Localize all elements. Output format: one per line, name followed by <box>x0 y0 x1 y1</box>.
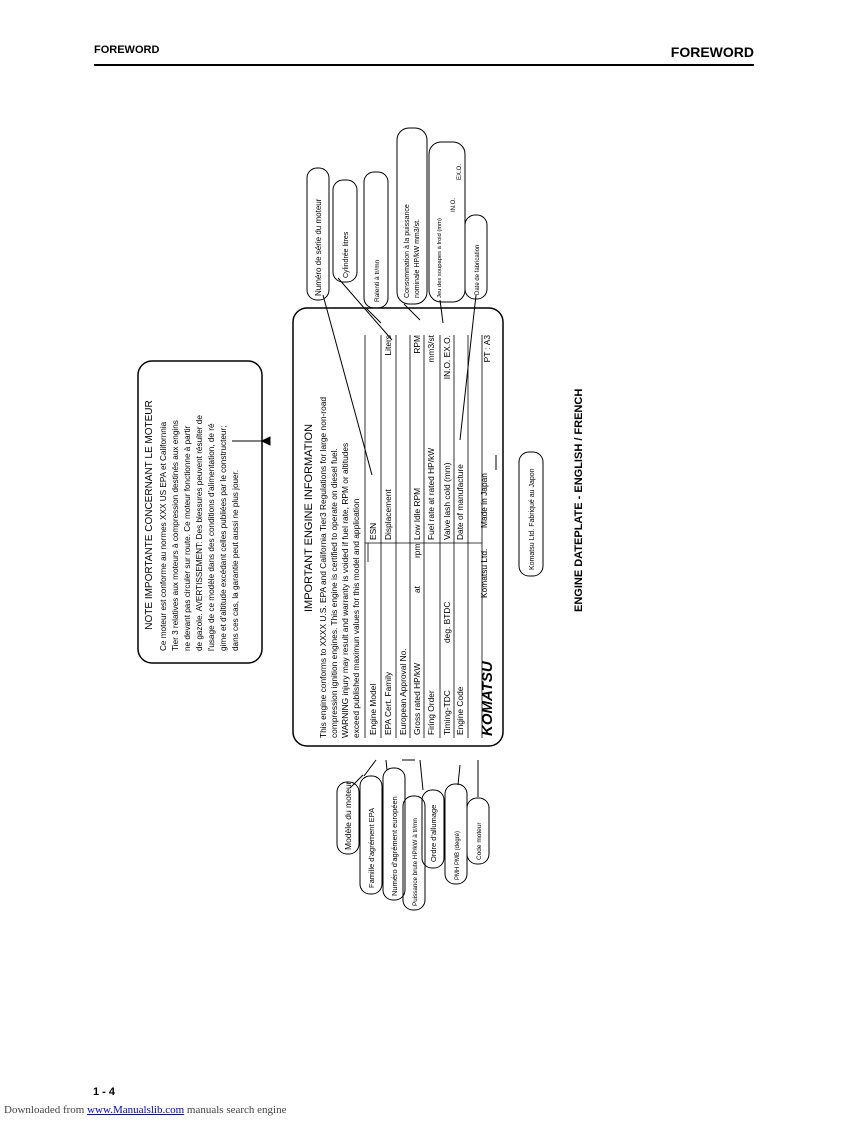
svg-text:Ordre d'allumage: Ordre d'allumage <box>429 804 438 862</box>
field-date-manufacture: Date of manufacture <box>455 464 465 540</box>
page-number: 1 - 4 <box>93 1086 116 1098</box>
field-european-approval: European Approval No. <box>398 648 408 735</box>
svg-text:Jeu des soupapes à froid (mm): Jeu des soupapes à froid (mm) <box>437 218 443 298</box>
field-gross-rated: Gross rated HP/kW <box>412 662 422 735</box>
callout-serie <box>307 168 329 300</box>
svg-text:Modèle du moteur: Modèle du moteur <box>343 781 353 850</box>
download-notice <box>4 1104 286 1116</box>
french-note-line-2: Tier 3 relatives aux moteurs à compression destinés aux engins <box>171 420 180 651</box>
plate-made-in: Made in Japan <box>479 473 489 528</box>
callout-consommation <box>397 128 427 304</box>
svg-text:IN.O.: IN.O. <box>451 197 457 212</box>
svg-text:Ralenti à tr/: Ralenti à tr/mn <box>374 259 381 302</box>
field-gross-rpm: rpm <box>412 543 422 558</box>
top-callouts <box>307 128 487 308</box>
field-fuel-rate: Fuel rate at rated HP/kW <box>426 447 436 540</box>
plate-company: Komatsu Ltd. <box>479 548 489 598</box>
field-timing: Timing-TDC <box>442 690 452 735</box>
french-note-line-0: NOTE IMPORTANTE CONCERNANT LE MOTEUR <box>144 400 155 630</box>
field-engine-model: Engine Model <box>368 683 378 735</box>
svg-text:Numéro d'agrément européen: Numéro d'agrément européen <box>390 796 399 896</box>
callout-modele <box>337 781 359 854</box>
field-esn: ESN <box>368 522 378 540</box>
svg-text:Date de fabrication: Date de fabrication <box>475 244 481 295</box>
header-left: FOREWORD <box>94 44 160 56</box>
callout-code <box>467 798 489 864</box>
french-note-line-1: Ce moteur est conforme au normes XXX US EPA et Californnia <box>159 421 168 651</box>
field-epa-family: EPA Cert. Family <box>383 671 393 735</box>
plate-text-2: WARNING injury may result and warranty is voided if fuel rate, RPM or altitudes <box>340 442 350 738</box>
plate-part: PT : A3 <box>482 335 492 363</box>
french-note-line-7: dans ces cas, la garantie peut aussi ne plus jouer. <box>231 469 240 651</box>
bottom-callouts <box>337 768 489 910</box>
engine-plate <box>293 308 503 746</box>
svg-text:Consommation à la puissance: Consommation à la puissance <box>404 204 411 298</box>
french-note-line-4: de gazole. AVERTISSEMENT: Des blessures peuvent résulter de <box>195 415 204 651</box>
svg-text:Puissance brute HP/kW: Puissance brute HP/kW à tr/mn <box>412 818 419 906</box>
callout-famille <box>360 776 382 894</box>
svg-text:Komatsu Ltd. Fabriqué au Jap: Komatsu Ltd. Fabriqué au Japon <box>529 468 536 570</box>
callout-company <box>519 452 543 576</box>
plate-title: IMPORTANT ENGINE INFORMATION <box>303 423 315 613</box>
unit-rpm: RPM <box>412 335 422 354</box>
unit-liters: Liters <box>383 335 393 356</box>
field-low-idle: Low Idle RPM <box>412 487 422 540</box>
svg-text:nominale HP/kW m: nominale HP/kW mm3/st. <box>414 219 421 298</box>
callout-pmh <box>445 784 467 884</box>
french-note-line-3: ne devant pas circuler sur route. Ce moteur fonctionne à partir <box>183 425 192 651</box>
header-right: FOREWORD <box>670 44 754 60</box>
french-note-line-5: l'usage de ce modèle dans des conditions d'alimentation, de ré <box>207 423 216 651</box>
manualslib-link[interactable]: www.Manualslib.com <box>87 1104 185 1116</box>
field-timing-unit: deg. BTDC <box>442 601 452 643</box>
field-displacement: Displacement <box>383 489 393 540</box>
callout-date <box>465 215 487 299</box>
svg-text:PMH PMB (degré): PMH PMB (degré) <box>455 830 461 880</box>
figure-caption: ENGINE DATEPLATE - ENGLISH / FRENCH <box>573 388 585 612</box>
svg-text:EX.O.: EX.O. <box>457 163 463 180</box>
plate-text-0: This engine conforms to XXXX U.S. EPA and California Tier3 Regulations for large non-road <box>318 396 328 738</box>
field-gross-at: at <box>412 586 422 593</box>
french-note-box <box>138 361 262 663</box>
callout-ralenti <box>364 172 388 308</box>
field-engine-code: Engine Code <box>455 686 465 735</box>
callout-numero <box>383 768 405 900</box>
svg-text:Code moteur: Code moteur <box>476 822 483 860</box>
french-note-line-6: gime et d'altitude excédant celles publiées par le constructeur; <box>219 425 228 651</box>
download-suffix: manuals search engine <box>184 1104 287 1116</box>
svg-text:Numéro de série du moteur: Numéro de série du moteur <box>314 198 323 296</box>
callout-cylindree <box>333 180 357 282</box>
callout-jeu <box>429 142 465 302</box>
komatsu-logo: KOMATSU <box>479 661 496 736</box>
field-firing-order: Firing Order <box>426 690 436 735</box>
unit-mm3st: mm3/st <box>426 335 436 363</box>
field-valve-lash: Valve lash cold (mm) <box>442 462 452 540</box>
plate-text-3: exceed published maximun values for this model and application <box>351 498 361 738</box>
unit-valve: IN.O. EX.O. <box>442 335 452 380</box>
plate-text-1: compression ignition engines. This engine is certified to operate on diesel fuel. <box>329 448 339 738</box>
svg-text:Cylindrée litres: Cylindrée litres <box>343 231 350 278</box>
svg-text:Famille d'agrément EPA: Famille d'agrément EPA <box>367 807 376 888</box>
download-prefix: Downloaded from <box>4 1104 88 1116</box>
